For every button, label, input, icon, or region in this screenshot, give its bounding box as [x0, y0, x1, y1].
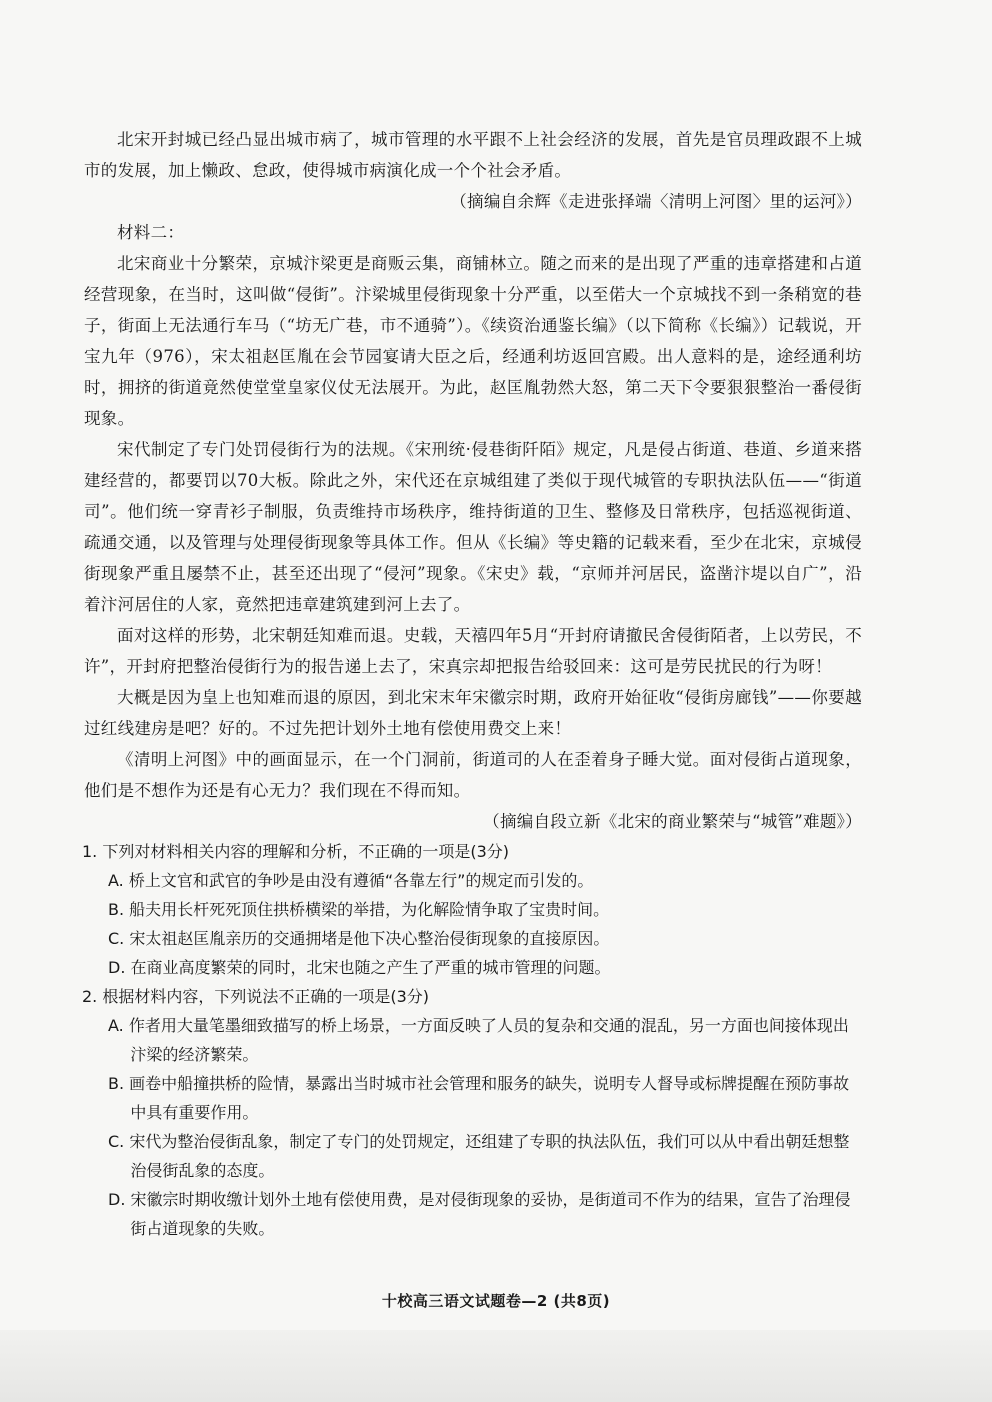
material-2-heading: 材料二：	[117, 223, 185, 242]
page-footer: 十校高三语文试题卷—2 (共8页)	[381, 1292, 611, 1310]
option-b: B. 船夫用长杆死死顶住拱桥横梁的举措，为化解险情争取了宝贵时间。	[108, 900, 610, 919]
paragraph-city-disease: 北宋开封城已经凸显出城市病了，城市管理的水平跟不上社会经济的发展，首先是官员理政跟不上城市的发展，加上懒政、怠政，使得城市病演化成一个个社会矛盾。	[84, 130, 862, 180]
source-citation-2: （摘编自段立新《北宋的商业繁荣与“城管”难题》）	[483, 812, 862, 831]
paragraph-huizong: 大概是因为皇上也知难而退的原因，到北宋末年宋徽宗时期，政府开始征收“侵街房廊钱”——你要越过红线建房是吧？好的。不过先把计划外土地有偿使用费交上来！	[84, 688, 862, 738]
paragraph-commerce: 北宋商业十分繁荣，京城汴梁更是商贩云集，商铺林立。随之而来的是出现了严重的违章搭建和占道经营现象，在当时，这叫做“侵街”。汴梁城里侵街现象十分严重，以至偌大一个京城找不到一条稍宽的巷子，街面上无法通行车马（“坊无广巷，市不通骑”）。《续资治通鉴长编》（以下简称《长编》）记载说，开宝九年（976），宋太祖赵匡胤在会节园宴请大臣之后，经通利坊返回宫殿。出人意料的是，途经通利坊时，拥挤的街道竟然使堂堂皇家仪仗无法展开。为此，赵匡胤勃然大怒，第二天下令要狠狠整治一番侵街现象。	[84, 254, 862, 428]
option-b: B. 画卷中船撞拱桥的险情，暴露出当时城市社会管理和服务的缺失，说明专人督导或标牌提醒在预防事故中具有重要作用。	[108, 1074, 850, 1122]
source-citation-1: （摘编自余辉《走进张择端〈清明上河图〉里的运河》）	[450, 192, 862, 211]
question-title: 2. 根据材料内容，下列说法不正确的一项是(3分)	[82, 987, 430, 1006]
paragraph-retreat: 面对这样的形势，北宋朝廷知难而退。史载，天禧四年5月“开封府请撤民舍侵街陌者，上以劳民，不许”，开封府把整治侵街行为的报告递上去了，宋真宗却把报告给驳回来：这可是劳民扰民的行为呀！	[84, 626, 862, 676]
option-d: D. 宋徽宗时期收缴计划外土地有偿使用费，是对侵街现象的妥协，是街道司不作为的结果，宣告了治理侵街占道现象的失败。	[108, 1190, 851, 1238]
option-c: C. 宋代为整治侵街乱象，制定了专门的处罚规定，还组建了专职的执法队伍，我们可以从中看出朝廷想整治侵街乱象的态度。	[108, 1132, 850, 1180]
scan-shadow	[0, 1330, 992, 1402]
option-a: A. 作者用大量笔墨细致描写的桥上场景，一方面反映了人员的复杂和交通的混乱，另一方面也间接体现出汴梁的经济繁荣。	[108, 1016, 849, 1064]
question-2	[84, 982, 862, 1243]
paragraph-painting: 《清明上河图》中的画面显示，在一个门洞前，街道司的人在歪着身子睡大觉。面对侵街占道现象，他们是不想作为还是有心无力？我们现在不得而知。	[84, 750, 862, 800]
question-title: 1. 下列对材料相关内容的理解和分析，不正确的一项是(3分)	[82, 842, 510, 861]
page-content	[84, 124, 862, 1243]
option-a: A. 桥上文官和武官的争吵是由没有遵循“各靠左行”的规定而引发的。	[108, 871, 594, 890]
paragraph-regulations: 宋代制定了专门处罚侵街行为的法规。《宋刑统·侵巷街阡陌》规定，凡是侵占街道、巷道、乡道来搭建经营的，都要罚以70大板。除此之外，宋代还在京城组建了类似于现代城管的专职执法队伍——“街道司”。他们统一穿青衫子制服，负责维持市场秩序，维持街道的卫生、整修及日常秩序，包括巡视街道、疏通交通，以及管理与处理侵街现象等具体工作。但从《长编》等史籍的记载来看，至少在北宋，京城侵街现象严重且屡禁不止，甚至还出现了“侵河”现象。《宋史》载，“京师并河居民，盗凿汴堤以自广”，沿着汴河居住的人家，竟然把违章建筑建到河上去了。	[84, 440, 862, 614]
option-c: C. 宋太祖赵匡胤亲历的交通拥堵是他下决心整治侵街现象的直接原因。	[108, 929, 610, 948]
option-d: D. 在商业高度繁荣的同时，北宋也随之产生了严重的城市管理的问题。	[108, 958, 611, 977]
question-1	[84, 837, 862, 982]
